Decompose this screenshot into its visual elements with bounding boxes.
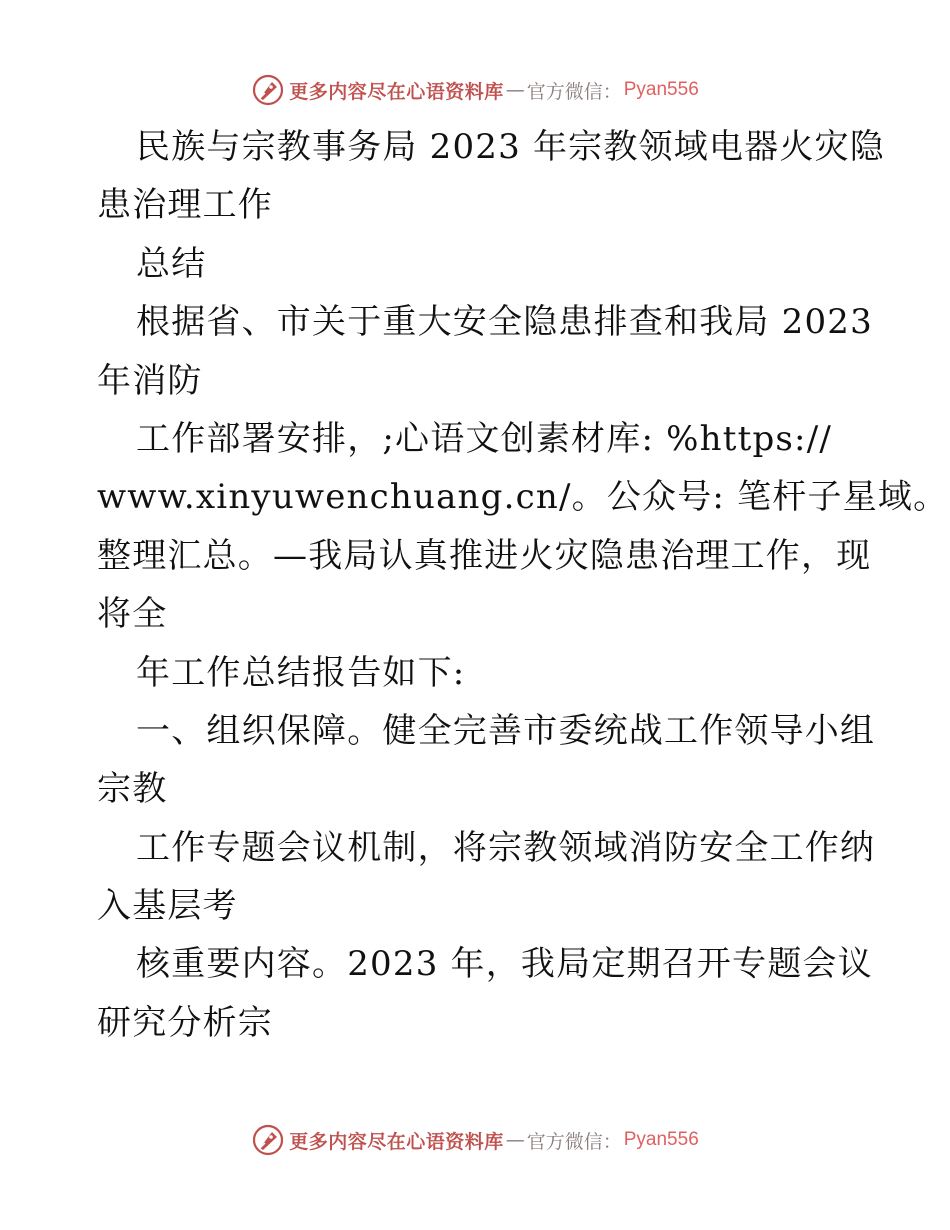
watermark-wechat-id: Pyan556 [623,79,699,100]
paragraph-line: 年工作总结报告如下: [136,652,466,693]
paragraph-line: 宗教 [97,769,168,810]
watermark-wechat-label: 官方微信： [526,80,622,103]
watermark-wechat-id: Pyan556 [623,1129,699,1150]
title-line-3: 总结 [136,243,207,284]
paragraph-line: 将全 [97,594,168,635]
paragraph-line: 根据省、市关于重大安全隐患排查和我局 2023 [136,302,873,343]
watermark-wechat-label: 官方微信： [526,1130,622,1153]
paragraph-line: 年消防 [97,360,203,401]
pen-nib-logo-icon [251,73,285,107]
paragraph-line: 入基层考 [97,886,238,927]
watermark-main-text: 更多内容尽在心语资料库 [289,1130,504,1153]
document-body [97,118,949,1052]
title-line-1: 民族与宗教事务局 2023 年宗教领域电器火灾隐 [136,127,885,167]
watermark-dash: — [505,79,525,101]
paragraph-line: www.xinyuwenchuang.cn/。公众号: 笔杆子星域。 [97,477,949,518]
paragraph-line: 研究分析宗 [97,1002,273,1043]
paragraph-line: 一、组织保障。健全完善市委统战工作领导小组 [136,710,876,751]
watermark-main-text: 更多内容尽在心语资料库 [289,80,504,103]
paragraph-line: 核重要内容。2023 年，我局定期召开专题会议 [136,944,873,985]
title-line-2: 患治理工作 [97,185,273,226]
watermark-dash: — [505,1129,525,1151]
paragraph-line: 工作部署安排，;心语文创素材库: %https:// [136,418,833,459]
paragraph-line: 整理汇总。—我局认真推进火灾隐患治理工作，现 [97,535,872,576]
footer-watermark [0,1120,950,1160]
header-watermark [0,70,950,110]
paragraph-line: 工作专题会议机制，将宗教领域消防安全工作纳 [136,827,876,868]
pen-nib-logo-icon [251,1123,285,1157]
